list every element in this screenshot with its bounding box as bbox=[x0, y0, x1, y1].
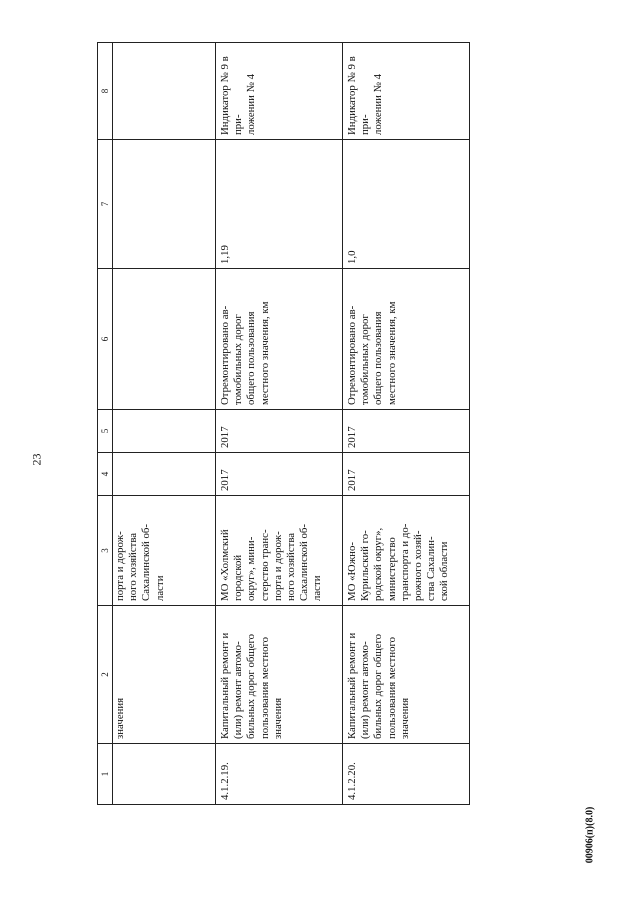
header-cell: 8 bbox=[98, 43, 113, 140]
cell-event: значения bbox=[113, 606, 216, 744]
cell-executor: МО «Южно- Курильский го- родской округ», министерство транспорта и до- рожного хозяй- ства Сахалин- ской области bbox=[343, 496, 470, 606]
cell-executor: МО «Холмский городской округ», мини- стерство транс- порта и дорож- ного хозяйства Сахалинской об- ласти bbox=[216, 496, 343, 606]
table-row bbox=[343, 43, 470, 805]
cell-num: 4.1.2.19. bbox=[216, 744, 343, 805]
cell-value bbox=[113, 140, 216, 269]
cell-event: Капитальный ремонт и (или) ремонт автомо- бильных дорог общего пользования местного значения bbox=[343, 606, 470, 744]
cell-start bbox=[113, 453, 216, 496]
header-cell: 2 bbox=[98, 606, 113, 744]
cell-value: 1,0 bbox=[343, 140, 470, 269]
cell-indicator: Отремонтировано ав- томобильных дорог общего пользования местного значения, км bbox=[216, 269, 343, 410]
rotated-table-wrapper bbox=[97, 43, 451, 805]
cell-indicator bbox=[113, 269, 216, 410]
header-cell: 3 bbox=[98, 496, 113, 606]
cell-note bbox=[113, 43, 216, 140]
cell-end bbox=[113, 410, 216, 453]
cell-start: 2017 bbox=[343, 453, 470, 496]
cell-indicator: Отремонтировано ав- томобильных дорог общего пользования местного значения, км bbox=[343, 269, 470, 410]
cell-end: 2017 bbox=[343, 410, 470, 453]
header-cell: 7 bbox=[98, 140, 113, 269]
header-cell: 6 bbox=[98, 269, 113, 410]
document-code: 00906(п)(8.0) bbox=[584, 806, 596, 864]
continuation-row bbox=[113, 43, 216, 805]
header-cell: 4 bbox=[98, 453, 113, 496]
cell-note: Индикатор № 9 в при- ложении № 4 bbox=[343, 43, 470, 140]
header-cell: 1 bbox=[98, 744, 113, 805]
cell-start: 2017 bbox=[216, 453, 343, 496]
cell-end: 2017 bbox=[216, 410, 343, 453]
cell-value: 1,19 bbox=[216, 140, 343, 269]
cell-event: Капитальный ремонт и (или) ремонт автомо- бильных дорог общего пользования местного значения bbox=[216, 606, 343, 744]
cell-note: Индикатор № 9 в при- ложении № 4 bbox=[216, 43, 343, 140]
cell-num: 4.1.2.20. bbox=[343, 744, 470, 805]
header-row bbox=[98, 43, 113, 805]
page-number: 23 bbox=[29, 453, 44, 466]
table-row bbox=[216, 43, 343, 805]
program-table bbox=[97, 42, 470, 805]
cell-num bbox=[113, 744, 216, 805]
header-cell: 5 bbox=[98, 410, 113, 453]
cell-executor: порта и дорож- ного хозяйства Сахалинской об- ласти bbox=[113, 496, 216, 606]
